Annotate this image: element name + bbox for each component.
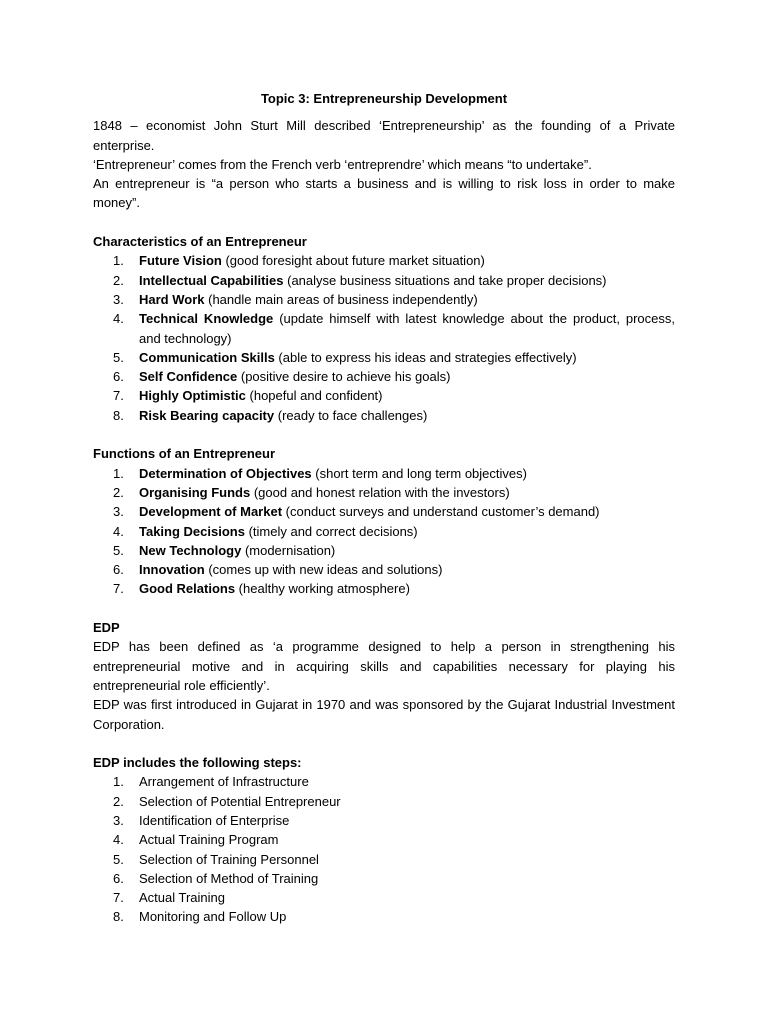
list-item [93,309,675,348]
list-text: Selection of Method of Training [139,870,319,886]
list-term: Future Vision [139,253,222,269]
spacer [93,734,675,753]
list-number: 4. [113,523,124,539]
list-desc: (good and honest relation with the investors) [250,484,510,500]
functions-heading: Functions of an Entrepreneur [93,446,276,462]
list-desc: (handle main areas of business independently) [204,291,478,307]
intro-paragraph-definition: An entrepreneur is “a person who starts a business and is willing to risk loss in order to make money”. [93,176,675,211]
list-item [93,406,675,425]
list-number: 7. [113,890,124,906]
characteristics-list [93,251,675,425]
list-term: New Technology [139,542,242,558]
characteristics-section [93,232,675,425]
list-term: Organising Funds [139,484,251,500]
spacer [93,425,675,444]
list-term: Hard Work [139,291,205,307]
list-item [93,502,675,521]
list-item [93,251,675,270]
list-number: 5. [113,542,124,558]
list-desc: (modernisation) [241,542,336,558]
page-title: Topic 3: Entrepreneurship Development [260,91,508,106]
list-number: 1. [113,774,124,790]
list-term: Taking Decisions [139,523,245,539]
spacer [93,213,675,232]
list-desc: (update himself with latest knowledge about the product, process, and technology) [139,311,676,346]
list-number: 3. [113,812,124,828]
edp-heading: EDP [93,620,120,636]
intro-section [93,116,675,212]
list-text: Selection of Potential Entrepreneur [139,793,341,809]
intro-paragraph-etymology: ‘Entrepreneur’ comes from the French verb ‘entreprendre’ which means “to undertake”. [93,156,592,172]
list-term: Highly Optimistic [139,388,246,404]
list-text: Identification of Enterprise [139,812,290,828]
list-term: Development of Market [139,504,283,520]
list-number: 7. [113,581,124,597]
characteristics-heading: Characteristics of an Entrepreneur [93,234,307,250]
list-number: 5. [113,349,124,365]
list-item [93,869,675,888]
list-text: Arrangement of Infrastructure [139,774,309,790]
list-number: 2. [113,272,124,288]
list-item [93,811,675,830]
list-desc: (good foresight about future market situation) [221,253,485,269]
list-text: Monitoring and Follow Up [139,909,287,925]
list-desc: (conduct surveys and understand customer’s demand) [282,504,600,520]
list-term: Communication Skills [139,349,275,365]
list-item [93,290,675,309]
list-number: 8. [113,909,124,925]
list-item [93,792,675,811]
list-text: Actual Training [139,890,225,906]
list-number: 1. [113,465,124,481]
list-desc: (hopeful and confident) [245,388,383,404]
list-number: 6. [113,562,124,578]
list-item [93,522,675,541]
list-term: Technical Knowledge [139,311,274,327]
list-text: Actual Training Program [139,832,279,848]
list-number: 7. [113,388,124,404]
list-number: 4. [113,832,124,848]
list-term: Innovation [139,562,205,578]
list-item [93,888,675,907]
intro-paragraph-mill: 1848 – economist John Sturt Mill described ‘Entrepreneurship’ as the founding of a Private enterprise. [93,118,675,153]
list-item [93,850,675,869]
list-item [93,772,675,791]
list-number: 1. [113,253,124,269]
list-item [93,386,675,405]
list-item [93,560,675,579]
steps-list [93,772,675,926]
list-desc: (able to express his ideas and strategies effectively) [274,349,577,365]
functions-section [93,444,675,598]
spacer [93,599,675,618]
list-term: Intellectual Capabilities [139,272,284,288]
list-number: 2. [113,793,124,809]
list-number: 5. [113,851,124,867]
list-desc: (comes up with new ideas and solutions) [204,562,443,578]
list-term: Determination of Objectives [139,465,312,481]
list-item [93,483,675,502]
list-desc: (positive desire to achieve his goals) [237,369,451,385]
list-number: 3. [113,291,124,307]
functions-list [93,464,675,599]
list-item [93,830,675,849]
list-desc: (analyse business situations and take proper decisions) [283,272,607,288]
list-term: Self Confidence [139,369,238,385]
list-term: Risk Bearing capacity [139,407,275,423]
edp-section [93,618,675,734]
list-number: 3. [113,504,124,520]
list-desc: (timely and correct decisions) [244,523,418,539]
list-desc: (healthy working atmosphere) [235,581,410,597]
list-item [93,907,675,926]
list-term: Good Relations [139,581,236,597]
list-number: 4. [113,311,124,327]
list-text: Selection of Training Personnel [139,851,319,867]
list-item [93,348,675,367]
steps-section [93,753,675,927]
list-item [93,464,675,483]
list-number: 6. [113,369,124,385]
list-desc: (short term and long term objectives) [311,465,527,481]
edp-definition: EDP has been defined as ‘a programme designed to help a person in strengthening his entrepreneurial motive and in acquiring skills and capabilities necessary for playing his entrepreneurial role efficiently’. [93,639,675,693]
list-number: 2. [113,484,124,500]
list-item [93,579,675,598]
edp-history: EDP was first introduced in Gujarat in 1970 and was sponsored by the Gujarat Industrial Investment Corporation. [93,697,675,732]
list-number: 6. [113,870,124,886]
list-number: 8. [113,407,124,423]
list-item [93,367,675,386]
list-item [93,541,675,560]
steps-heading: EDP includes the following steps: [93,755,302,771]
list-desc: (ready to face challenges) [274,407,428,423]
list-item [93,271,675,290]
